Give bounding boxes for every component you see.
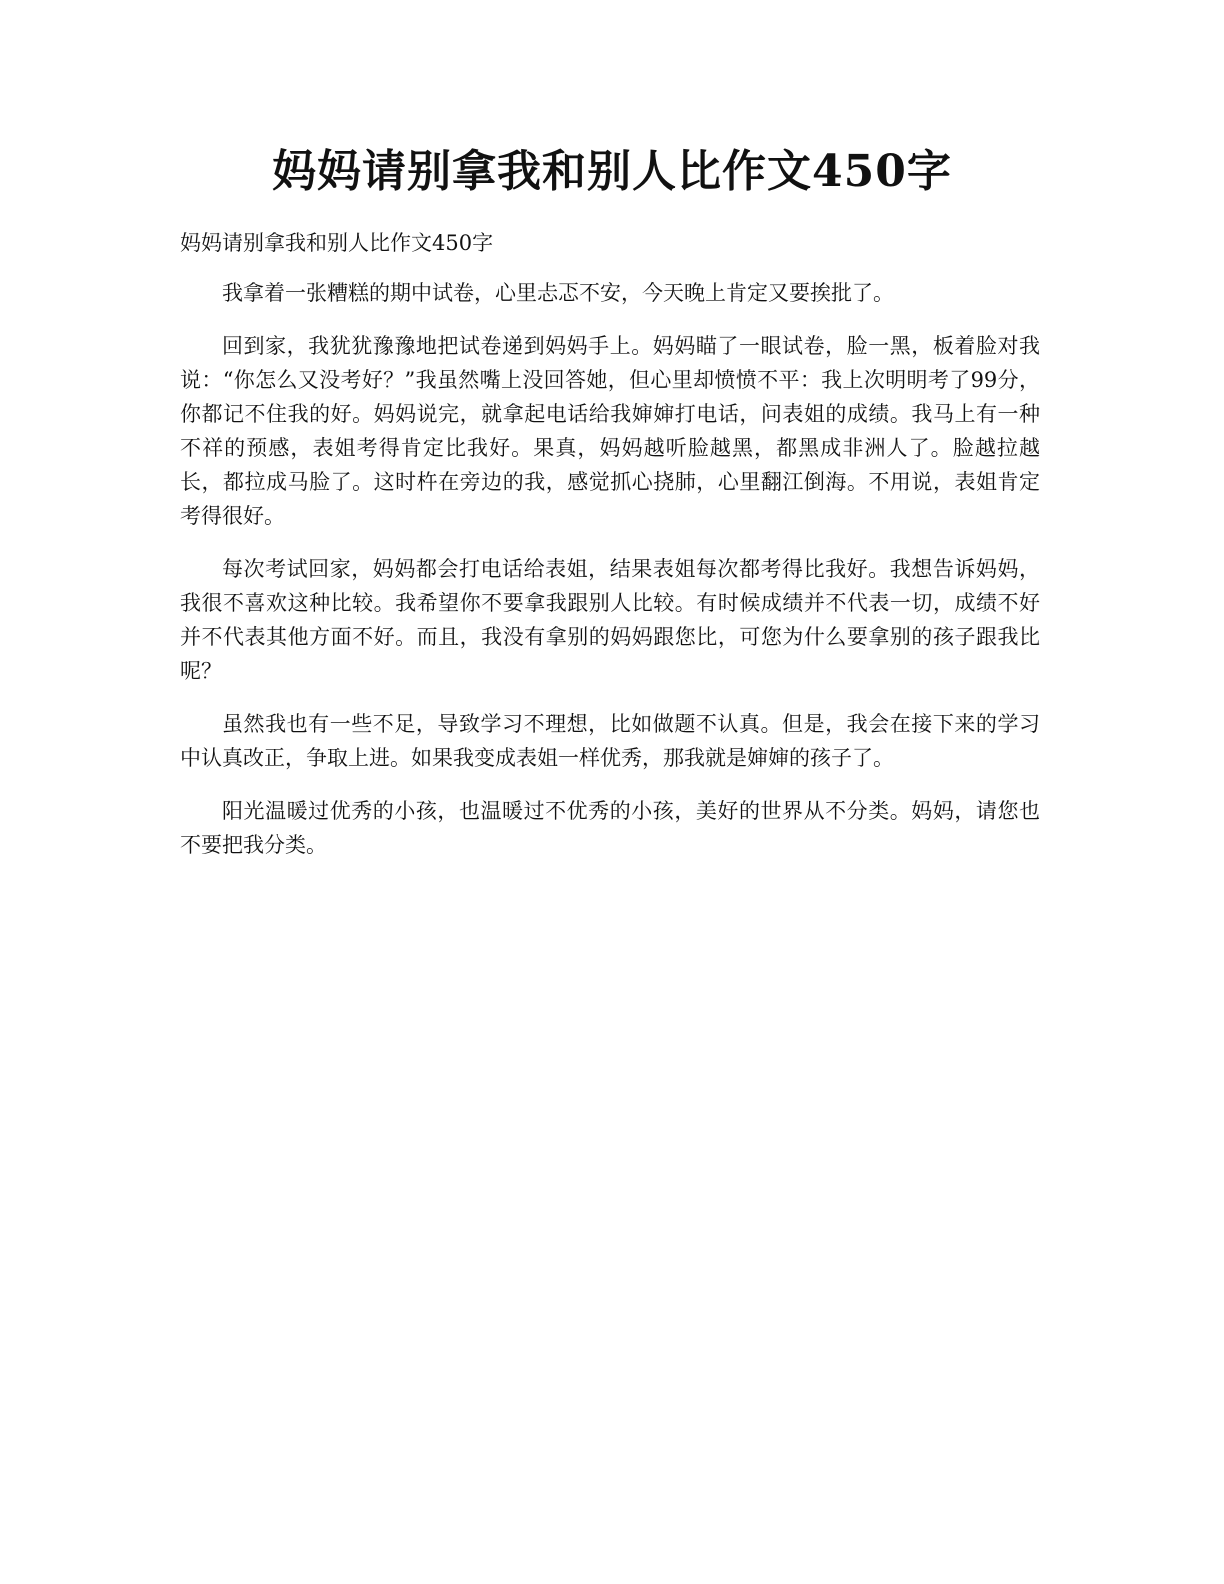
document-body (180, 226, 1040, 881)
paragraph-5: 阳光温暖过优秀的小孩，也温暖过不优秀的小孩，美好的世界从不分类。妈妈，请您也不要把我分类。 (180, 799, 1040, 857)
paragraph-3: 每次考试回家，妈妈都会打电话给表姐，结果表姐每次都考得比我好。我想告诉妈妈，我很不喜欢这种比较。我希望你不要拿我跟别人比较。有时候成绩并不代表一切，成绩不好并不代表其他方面不好。而且，我没有拿别的妈妈跟您比，可您为什么要拿别的孩子跟我比呢？ (180, 557, 1040, 683)
paragraph-2: 回到家，我犹犹豫豫地把试卷递到妈妈手上。妈妈瞄了一眼试卷，脸一黑，板着脸对我说：“你怎么又没考好？”我虽然嘴上没回答她，但心里却愤愤不平：我上次明明考了99分，你都记不住我的好。妈妈说完，就拿起电话给我婶婶打电话，问表姐的成绩。我马上有一种不祥的预感，表姐考得肯定比我好。果真，妈妈越听脸越黑，都黑成非洲人了。脸越拉越长，都拉成马脸了。这时杵在旁边的我，感觉抓心挠肺，心里翻江倒海。不用说，表姐肯定考得很好。 (180, 334, 1040, 528)
paragraph-4: 虽然我也有一些不足，导致学习不理想，比如做题不认真。但是，我会在接下来的学习中认真改正，争取上进。如果我变成表姐一样优秀，那我就是婶婶的孩子了。 (180, 712, 1040, 770)
paragraph-1: 我拿着一张糟糕的期中试卷，心里忐忑不安，今天晚上肯定又要挨批了。 (222, 281, 894, 305)
document-subtitle: 妈妈请别拿我和别人比作文450字 (180, 231, 494, 255)
document-title: 妈妈请别拿我和别人比作文450字 (272, 146, 952, 197)
